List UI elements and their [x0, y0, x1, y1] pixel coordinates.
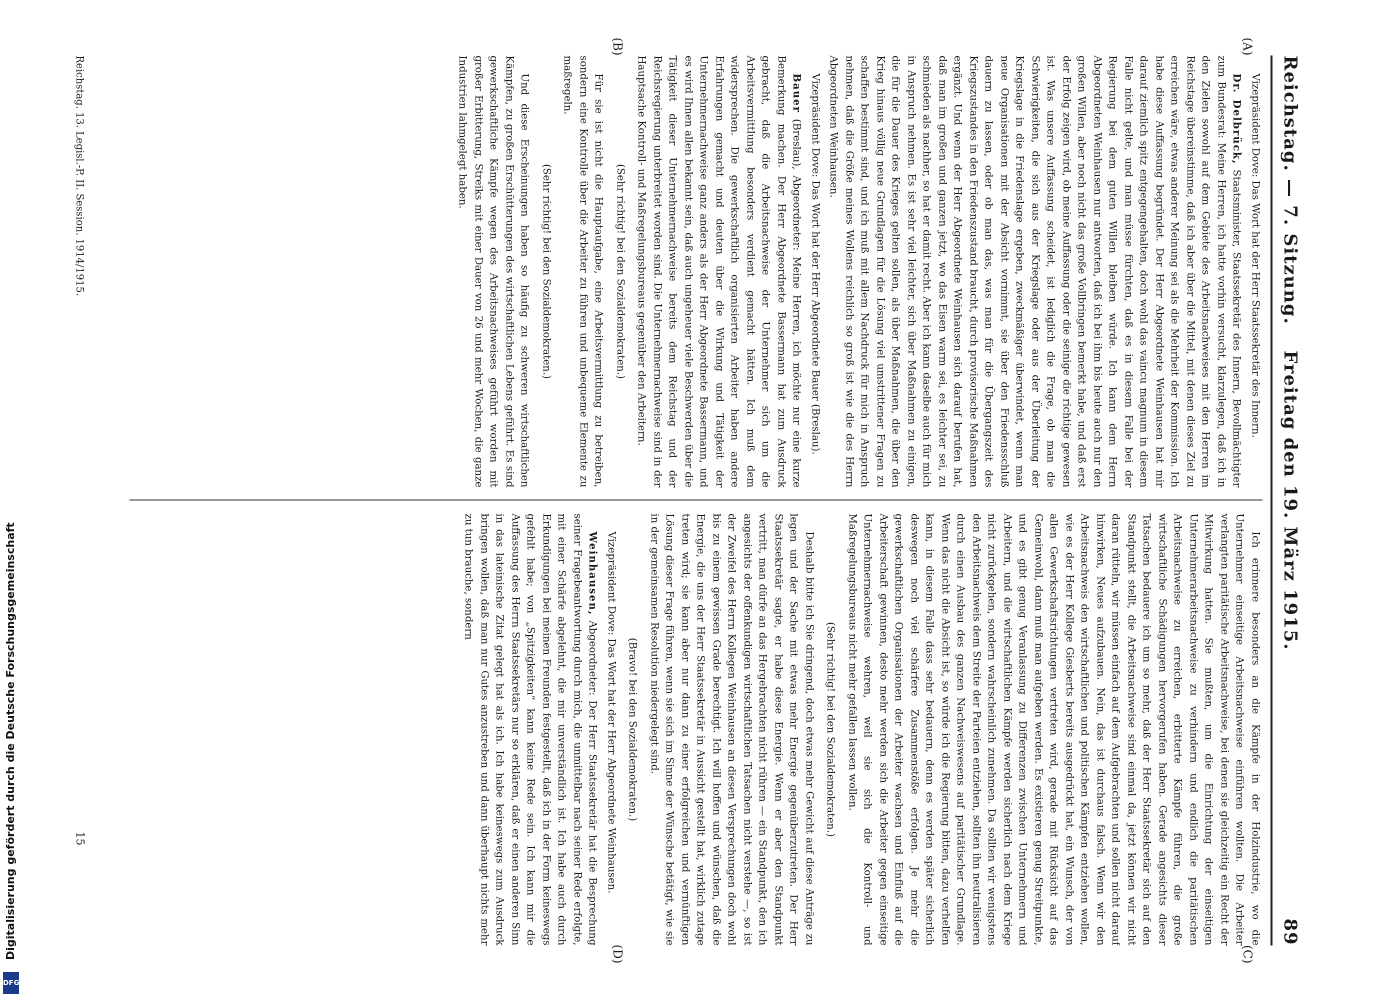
speech-text: Staatsminister, Staatssekretär des Innern, Bevollmächtigter zum Bundesrat: Meine Herren, ich hatte vorhin versucht, klarzulegen, daß ich in den Zielen sowohl auf dem Gebiete des Arbeitsnachweises mit den Herren im Reichstage übereinstimme, daß ich aber über die Mittel, mit denen dieses Ziel zu erreichen wäre, etwas anderer Meinung sei als die Mehrheit der Kommission. Ich habe diese Auffassung begründet. Der Herr Abgeordnete Weinhausen hat mir darauf ziemlich spitz entgegengehalten, doch wohl das vaincu magnum in diesem Falle nicht gelte, und man müsse fürchten, daß es in diesem Falle bei der Regierung bei dem guten Willen bleiben würde. Ich kann dem Herrn Abgeordneten Weinhausen nur antworten, daß ich bei ihm bis heute auch nur den großen Willen, aber noch nicht das große Vollbringen bemerkt habe, und daß erst der Erfolg zeigen wird, ob meine Auffassung oder die seinige die richtige gewesen ist. Was unsere Auffassung scheidet, ist lediglich die Frage, ob man die Schwierigkeiten, die sich aus der Kriegslage oder aus der Überleitung der Kriegslage in die Friedenslage ergeben, zweckmäßiger überwindet, wenn man neue Organisationen mit der Absicht vornimmt, sie über den Friedensschluß dauern zu lassen, oder ob man das, was man für die Übergangszeit des Kriegszustandes in den Friedenszustand braucht, durch provisorische Maßnahmen ergänzt. Und wenn der Herr Abgeordnete Weinhausen sich darauf berufen hat, daß man im großen und ganzen jetzt, wo das Eisen warm sei, es leichter sei, zu schmieden als nachher, so hat er damit recht. Aber ich kann daselbe auch für mich in Anspruch nehmen. Es ist sehr viel leichter, sich über Maßnahmen zu einigen, die für die Dauer des Krieges gelten sollen, als über Maßnahmen, die über den Krieg hinaus völlig neue Grundlagen für die Lösung viel umstrittener Fragen zu schaffen bestimmt sind, und ich muß mit allem Nachdruck für mich in Anspruch nehmen, daß die Größe meines Wollens reichlich so groß ist wie die des Herrn Abgeordneten Weinhausen. — [827, 55, 1242, 488]
speech-text: Abgeordneter: Der Herr Staatssekretär hat die Besprechung seiner Fragebeantwortung durch mich, die unmittelbar nach seiner Rede erfolgte, mit einer Schärfe abgelehnt, die mir unverständlich ist. Ich habe auch durch Erkundigungen bei meinen Freunden festgestellt, daß ich in der Form keineswegs gefehlt habe; von „Spitzigkeiten“ kann keine Rede sein. Ich kann mir die Auffassung des Herrn Staatssekretärs nur so erklären, daß er einen anderen Sinn in das lateinische Zitat gelegt hat als ich. Ich habe keineswegs zum Ausdruck bringen wollen, daß man nur Gutes anzustreben und dann überhaupt nichts mehr zu tun brauche, sondern — [462, 513, 598, 946]
dfg-logo-icon: DFG — [3, 972, 19, 994]
header-title: Reichstag. — 7. Sitzung. — [1279, 55, 1300, 325]
speech-paragraph — [633, 56, 804, 488]
speech-paragraph — [460, 514, 600, 946]
left-text-column — [89, 56, 1262, 488]
text-paragraph: Vizepräsident Dove: Das Wort hat der Herr Abgeordnete Bauer (Breslau). — [809, 73, 820, 455]
footer-session-info: Reichstag. 13. Legisl.-P. II. Session. 1914/1915. — [73, 55, 84, 296]
page-header — [1270, 56, 1306, 946]
text-paragraph: Ich erinnere besonders an die Kämpfe in der Holzindustrie, wo die Unternehmer einseitige Arbeitsnachweise einführen wollten. Die Arbeiter verlangten paritätische Arbeitsnachweise, bei denen sie gleichzeitig ein Recht der Mitwirkung hatten. Sie mußten, um die Einrichtung der einseitigen Unternehmerarbeitsnachweise zu verhindern und endlich die paritätischen Arbeitsnachweise zu erreichen, erbitterte Kämpfe führen, die große wirtschaftliche Schädigungen hervorgerufen haben. Gerade angesichts dieser Tatsachen bedauere ich um so mehr, daß der Herr Staatssekretär sich auf den Standpunkt stellt, die Arbeitsnachweise sind einmal da, jetzt können wir nicht daran rütteln, wir müssen einfach auf dem Aufgebrachten und sollen nicht darauf hinwirken, Neues aufzubauen. Nein, das ist durchaus falsch. Wenn wir den Arbeitsnachweis den wirtschaftlichen und politischen Kämpfen entziehen wollen, wie es der Herr Kollege Giesberts bereits ausgedrückt hat, ein Wunsch, der von allen Gewerkschaftsrichtungen vertreten wird, gerade mit Rücksicht auf das Gemeinwohl, dann muß man aufgeben werden. Es existieren genug Streitpunkte, und es gibt genug Veranlassung zu Differenzen zwischen Unternehmern und Arbeitern, und die wirtschaftlichen Kämpfe werden sicherlich nach dem Kriege nicht zurückgehen, sondern wahrscheinlich zunehmen. Da sollten wir wenigstens den Arbeitsnachweis dem Streite der Parteien entziehen, sollten ihn neutralisieren durch einen Ausbau des ganzen Nachweiswesens auf paritätischer Grundlage. Wenn das nicht die Absicht ist, so würde ich die Regierung bitten, dazu verhelfen kann, in diesem Falle dass sehr bedauern, denn es werden später sicherlich deswegen noch viel schärfere Zusammenstöße erfolgen. Je mehr die gewerkschaftlichen Organisationen der Arbeiter wachsen und Einfluß auf die Arbeiterschaft gewinnen, desto mehr werden sich die Arbeiter gegen einseitige Unternehmernachweise wehren, weil sie sich die Kontroll- und Maßregelungsbureaus nicht mehr gefallen lassen wollen. — [846, 513, 1260, 946]
interjection: (Bravo! bei den Sozialdemokraten.) — [626, 637, 638, 822]
right-text-column — [89, 514, 1262, 946]
margin-marker-a: (A) — [1240, 37, 1254, 56]
text-paragraph: Für sie ist nicht die Hauptaufgabe, eine Arbeitsvermittlung zu betreiben, sondern eine Kontrolle über die Arbeiter zu führen und unbequeme Elemente zu maßregeln. — [561, 55, 604, 488]
text-paragraph: Vizepräsident Dove: Das Wort hat der Herr Abgeordnete Weinhausen. — [605, 531, 616, 894]
speaker-name: Dr. Delbrück, — [1230, 73, 1243, 165]
speaker-name: Bauer — [790, 73, 803, 113]
margin-marker-c: (C) — [1240, 944, 1254, 964]
text-paragraph: Deshalb bitte ich Sie dringend, doch etwas mehr Gewicht auf diese Anträge zu legen und der Sache mit etwas mehr Energie gegenüberzutreten. Der Herr Staatssekretär sagte, er habe diese Energie. Wenn er aber den Standpunkt vertritt, man dürfe an das Hergebrachten nicht rühren — ein Standpunkt, den ich angesichts der offenkundigen wirtschaftlichen Tatsachen nicht verstehe —, so ist der Zweifel des Herrn Kollegen Weinhausen an diesen Versprechungen doch wohl bis zu einem gewissen Grade berechtigt. Ich will hoffen und wünschen, daß die Energie, die uns der Herr Staatssekretär in Aussicht gestellt hat, wirklich zutage treten wird; sie kann aber nur dann zu einer erfolgreichen und vernünftigen Lösung dieser Frage führen, wenn sie sich im Sinne der Wünsche betätigt, wie sie in der gemeinsamen Resolution niedergelegt sind. — [648, 513, 814, 946]
page-number: 89 — [1279, 918, 1300, 946]
header-date: Freitag den 19. März 1915. — [1279, 350, 1300, 651]
speaker-name: Weinhausen, — [586, 531, 599, 616]
rotated-document-page — [69, 36, 1314, 966]
text-paragraph: Und diese Erscheinungen haben so häufig zu schweren wirtschaftlichen Kämpfen, zu großen Erschütterungen des wirtschaftlichen Lebens geführt. Es sind gewerkschaftliche Kämpfe wegen des Arbeitsnachweises geführt worden mit großer Erbitterung, Streiks mit einer Dauer von 26 und mehr Wochen, die ganze Industrien lahmgelegt haben. — [456, 55, 530, 488]
speech-paragraph — [825, 56, 1244, 488]
margin-marker-d: (D) — [610, 944, 624, 964]
speech-text: (Breslau), Abgeordneter: Meine Herren, ich möchte nur eine kurze Bemerkung machen. Der Herr Abgeordnete Bassermann hat zum Ausdruck gebracht, daß die Arbeitsnachweise der Unternehmer sich um die Arbeitsvermittlung besonders verdient gemacht hätten. Ich muß dem widersprechen. Die gewerkschaftlich organisierten Arbeiter haben andere Erfahrungen gemacht und deuten über die Wirkung und Tätigkeit der Unternehmernachweise ganz anders als der Herr Abgeordnete Bassermann, und es wird Ihnen allen bekannt sein, daß auch ungeheuer viele Beschwerden über die Tätigkeit dieser Unternehmernachweise bereits dem Reichstag und der Reichsregierung unterbreitet worden sind. Die Unternehmernachweise sind in der Hauptsache Kontroll- und Maßregelungsbureaus gegenüber den Arbeitern. — [635, 55, 802, 488]
dfg-credit-text: Digitalisierung gefördert durch die Deutsche Forschungsgemeinschaft — [4, 522, 17, 960]
margin-marker-b: (B) — [610, 37, 624, 56]
interjection: (Sehr richtig! bei den Sozialdemokraten.) — [614, 163, 625, 380]
column-divider — [129, 500, 1262, 501]
interjection: (Sehr richtig! bei den Sozialdemokraten.) — [824, 621, 836, 838]
interjection: (Sehr richtig! bei den Sozialdemokraten.) — [540, 163, 551, 380]
text-paragraph: Vizepräsident Dove: Das Wort hat der Herr Staatssekretär des Innern. — [1249, 73, 1260, 438]
dfg-credit-strip — [2, 0, 20, 1000]
footer-sheet-number: 15 — [73, 831, 86, 846]
